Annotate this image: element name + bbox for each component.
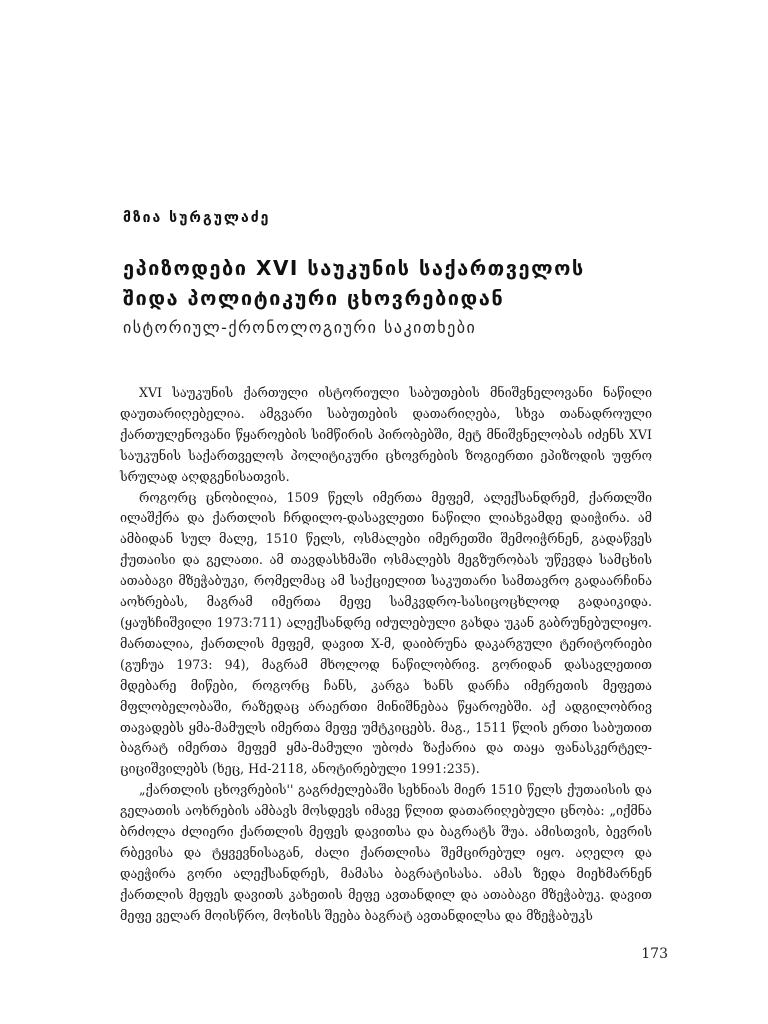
article-body	[120, 383, 652, 927]
author-name: მზია სურგულაძე	[123, 210, 271, 226]
paragraph-3: „ქართლის ცხოვრების'' გაგრძელებაში სეხნიას მიერ 1510 წელს ქუთაისის და გელათის აოხრების ამბავს მოსდევს იმავე წლით დათარიღებული ცნობა: „იქმნა ბრძოლა ძლიერი ქართლის მეფეს დავითსა და ბაგრატს შუა. ამისთვის, ბევრის რბევისა და ტყვევნისაგან, ძალი ქართლისა შემცირებულ იყო. აღელო და დაეჭირა გორი ალექსანდრეს, მამასა ბაგრატისასა. ამას ზედა მიეხმარნენ ქართლის მეფეს დავითს კახეთის მეფე ავთანდილ და ათაბაგი მზეჭაბუკ. დავით მეფე ველარ მოისწრო, მოხისს შეება ბაგრატ ავთანდილსა და მზეჭაბუკს	[120, 782, 652, 923]
article-title-line-2: შიდა პოლიტიკური ცხოვრებიდან	[123, 286, 505, 310]
article-title-line-1: ეპიზოდები XVI საუკუნის საქართველოს	[123, 256, 585, 280]
paragraph-1: XVI საუკუნის ქართული ისტორიული საბუთების მნიშვნელოვანი ნაწილი დაუთარიღებელია. ამგვარი საბუთების დათარიღება, სხვა თანადროული ქართულენოვანი წყაროების სიმწირის პირობებში, მეტ მნიშვნელობას იძენს XVI საუკუნის საქართველოს პოლიტიკური ცხოვრების ზოგიერთი ეპიზოდის უფრო სრულად აღდგენისათვის.	[120, 385, 652, 484]
article-subtitle: ისტორიულ-ქრონოლოგიური საკითხები	[123, 318, 477, 337]
paragraph-2: როგორც ცნობილია, 1509 წელს იმერთა მეფემ, ალექსანდრემ, ქართლში ილაშქრა და ქართლის ჩრდილო-დასავლეთი ნაწილი ლიახვამდე დაიჭირა. ამ ამბიდან სულ მალე, 1510 წელს, ოსმალები იმერეთში შემოიჭრნენ, გადაწვეს ქუთაისი და გელათი. ამ თავდასხმაში ოსმალებს მეგზურობას უწევდა სამცხის ათაბაგი მზეჭაბუკი, რომელმაც ამ საქციელით საკუთარი სამთავრო გადაარჩინა აოხრებას, მაგრამ იმერთა მეფე სამკვდრო-სასიცოცხლოდ გადაიკიდა. (ყაუხჩიშვილი 1973:711) ალექსანდრე იძულებული გახდა უკან გაბრუნებულიყო. მართალია, ქართლის მეფემ, დავით X-მ, დაიბრუნა დაკარგული ტერიტორიები (გუჩუა 1973: 94), მაგრამ მხოლოდ ნაწილობრივ. გორიდან დასავლეთით მდებარე მიწები, როგორც ჩანს, კარგა ხანს დარჩა იმერეთის მეფეთა მფლობელობაში, რაზედაც არაერთი მინიშნებაა წყაროებში. აქ ადგილობრივ თავადებს ყმა-მამულს იმერთა მეფე უმტკიცებს. მაგ., 1511 წლის ერთი საბუთით ბაგრატ იმერთა მეფემ ყმა-მამული უბოძა ზაქარია და თაყა ფანასკერტელ-ციციშვილებს (ხეც, Hd-2118, ანოტირებული 1991:235).	[120, 489, 652, 777]
page-number: 173	[641, 946, 668, 962]
